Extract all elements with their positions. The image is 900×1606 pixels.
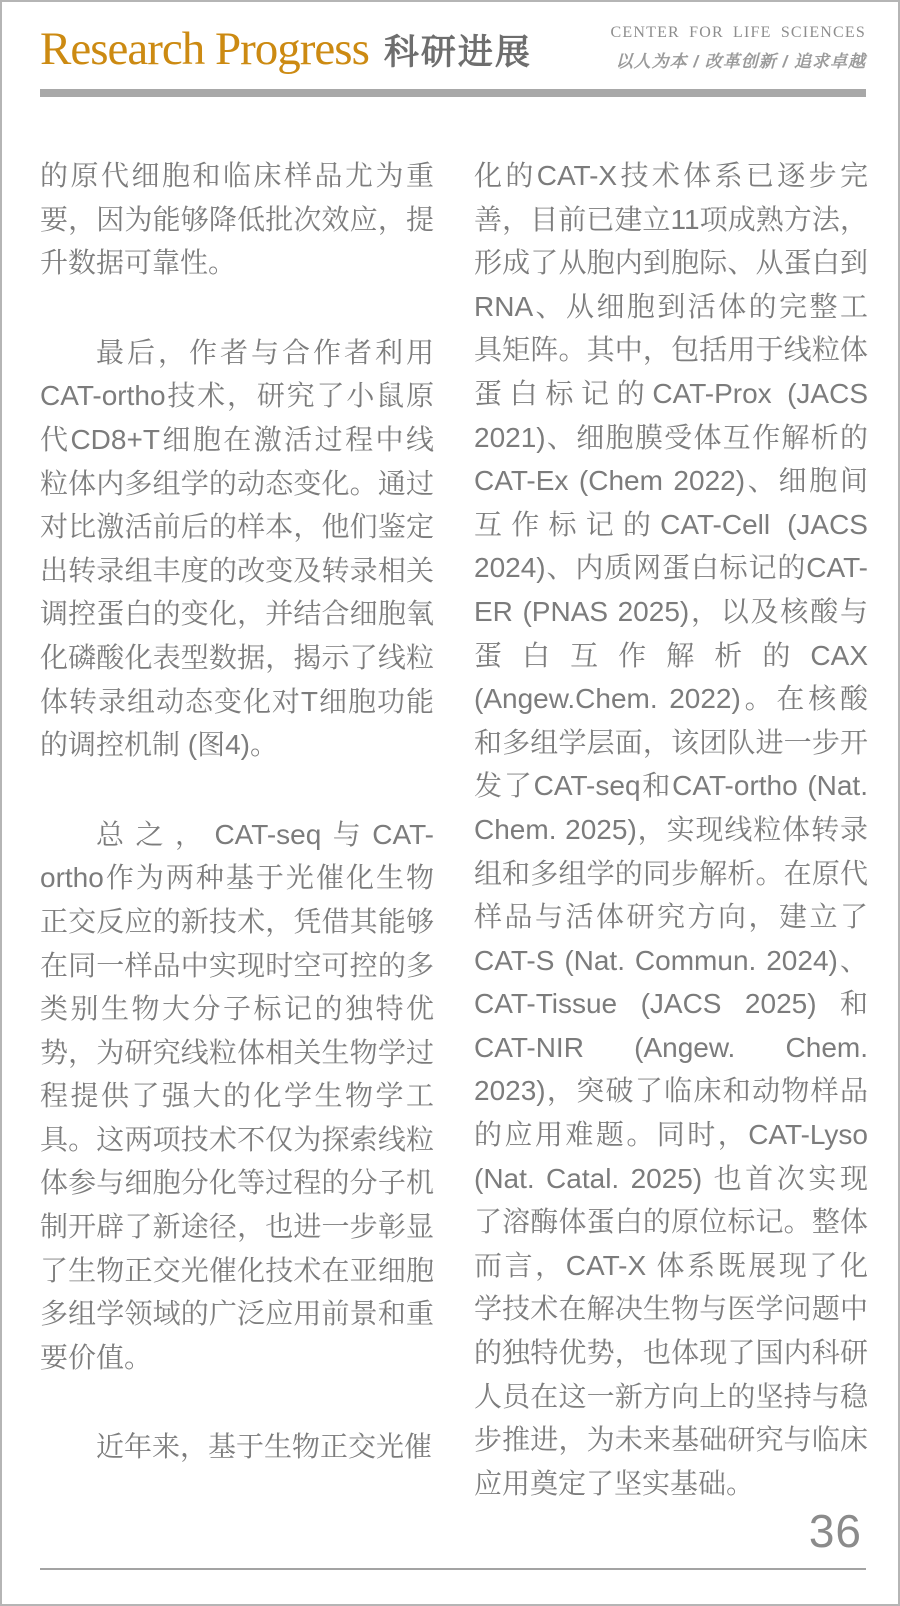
page-title bbox=[40, 24, 532, 76]
paragraph: 总之，CAT-seq与CAT-ortho作为两种基于光催化生物正交反应的新技术，凭借其能够在同一样品中实现时空可控的多类别生物大分子标记的独特优势，为研究线粒体相关生物学过程提供了强大的化学生物学工具。这两项技术不仅为探索线粒体参与细胞分化等过程的分子机制开辟了新途径，也进一步彰显了生物正交光催化技术在亚细胞多组学领域的广泛应用前景和重要价值。 bbox=[40, 818, 434, 1373]
header-divider bbox=[40, 89, 866, 97]
article-right-column bbox=[474, 154, 868, 1505]
org-name: CENTER FOR LIFE SCIENCES bbox=[610, 24, 866, 41]
article-left-column bbox=[40, 154, 434, 1469]
page-number: 36 bbox=[808, 1505, 862, 1557]
paragraph: 最后，作者与合作者利用CAT-ortho技术，研究了小鼠原代CD8+T细胞在激活过程中线粒体内多组学的动态变化。通过对比激活前后的样本，他们鉴定出转录组丰度的改变及转录相关调控蛋白的变化，并结合细胞氧化磷酸化表型数据，揭示了线粒体转录组动态变化对T细胞功能的调控机制 (图4)。 bbox=[40, 336, 434, 761]
page-title-english: Research Progress bbox=[40, 23, 369, 76]
page-title-chinese: 科研进展 bbox=[383, 33, 532, 73]
page-header bbox=[40, 24, 866, 76]
header-branding bbox=[611, 24, 867, 76]
paragraph: 近年来，基于生物正交光催 bbox=[96, 1431, 433, 1463]
paragraph: 的原代细胞和临床样品尤为重要，因为能够降低批次效应，提升数据可靠性。 bbox=[40, 160, 434, 279]
footer-divider bbox=[40, 1568, 866, 1570]
org-slogan: 以人为本 / 改革创新 / 追求卓越 bbox=[615, 52, 866, 71]
paragraph: 化的CAT-X技术体系已逐步完善，目前已建立11项成熟方法，形成了从胞内到胞际、从蛋白到RNA、从细胞到活体的完整工具矩阵。其中，包括用于线粒体蛋白标记的CAT-Prox (JACS 2021)、细胞膜受体互作解析的CAT-Ex (Chem 2022)、细胞间互作标记的CAT-Cell (JACS 2024)、内质网蛋白标记的CAT-ER (PNAS 2025)，以及核酸与蛋白互作解析的CAX (Angew.Chem. 2022)。在核酸和多组学层面，该团队进一步开发了CAT-seq和CAT-ortho (Nat. Chem. 2025)，实现线粒体转录组和多组学的同步解析。在原代样品与活体研究方向，建立了CAT-S (Nat. Commun. 2024)、CAT-Tissue (JACS 2025) 和CAT-NIR (Angew. Chem. 2023)，突破了临床和动物样品的应用难题。同时，CAT-Lyso (Nat. Catal. 2025) 也首次实现了溶酶体蛋白的原位标记。整体而言，CAT-X 体系既展现了化学技术在解决生物与医学问题中的独特优势，也体现了国内科研人员在这一新方向上的坚持与稳步推进，为未来基础研究与临床应用奠定了坚实基础。 bbox=[474, 160, 868, 1499]
